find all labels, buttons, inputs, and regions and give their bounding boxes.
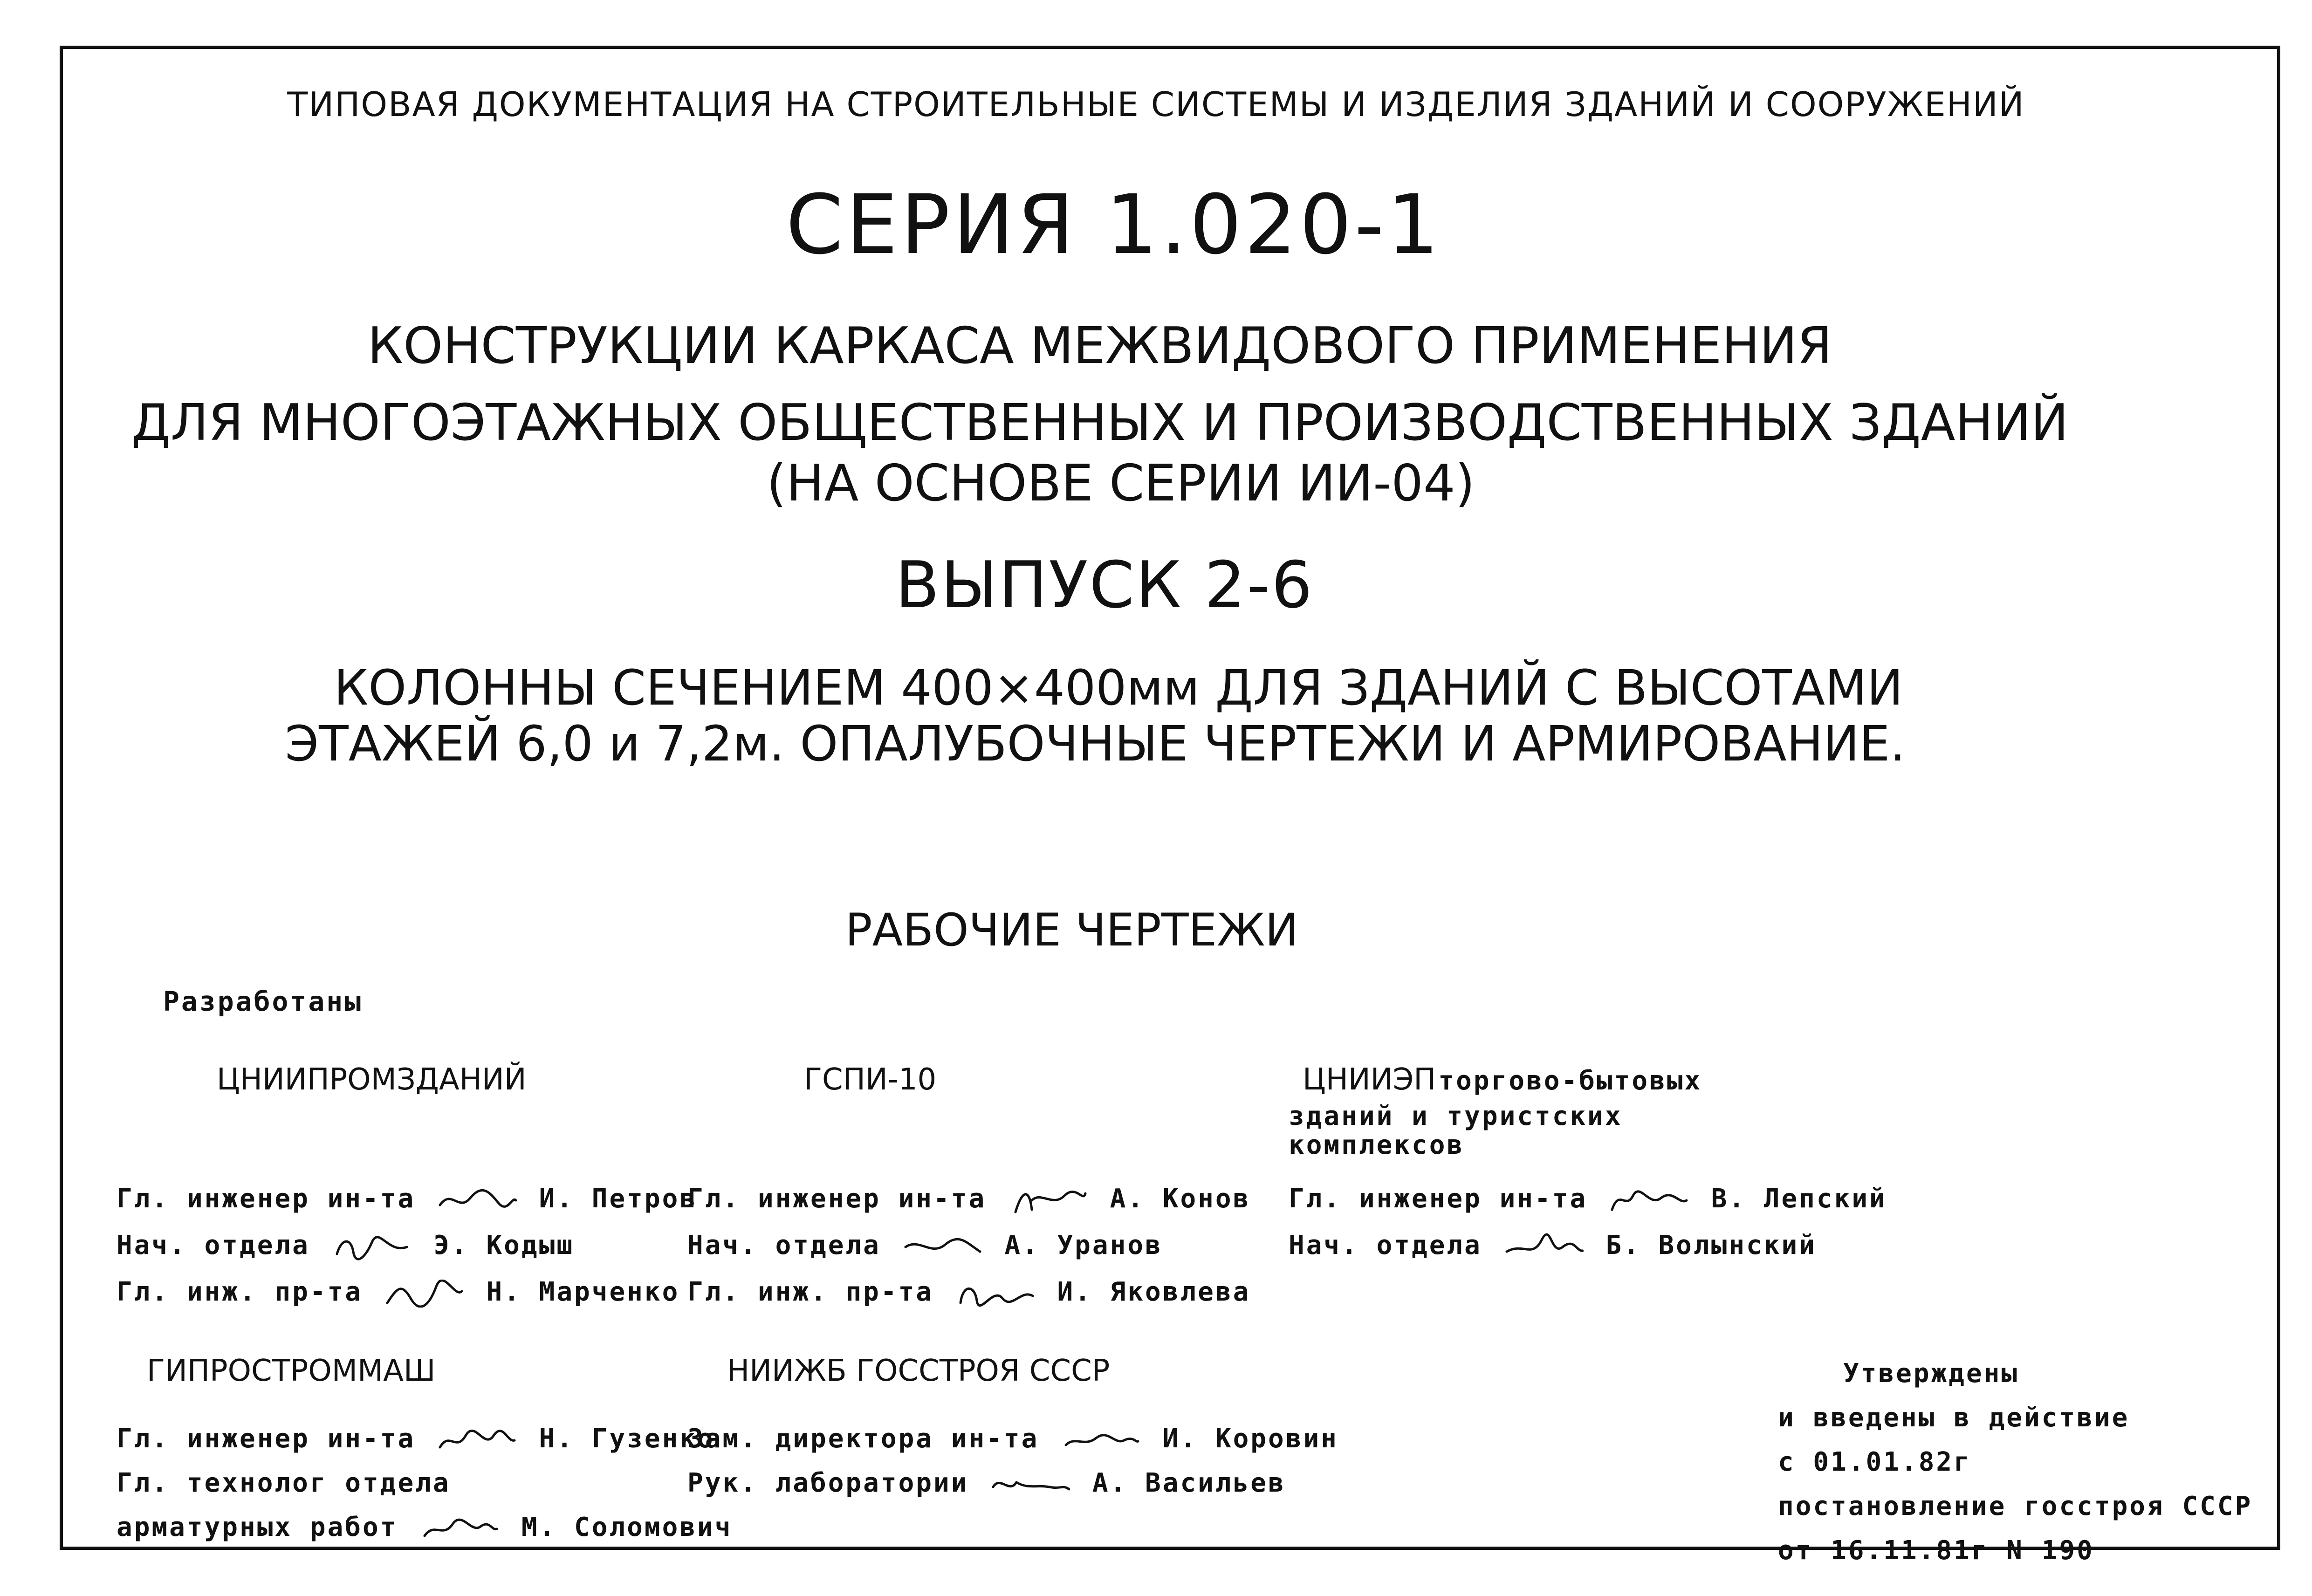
role-label: Нач. отдела <box>117 1230 310 1260</box>
signature-row <box>117 1277 679 1308</box>
person-name: Э. Кодыш <box>433 1230 575 1260</box>
org-name-giprostrommash: ГИПРОСТРОММАШ <box>147 1354 436 1388</box>
approval-line: с 01.01.82г <box>1778 1447 1971 1477</box>
signature-row <box>117 1184 697 1214</box>
signature-mark <box>420 1515 499 1543</box>
signature-row <box>1289 1184 1887 1214</box>
description-line-2: ЭТАЖЕЙ 6,0 и 7,2м. ОПАЛУБОЧНЫЕ ЧЕРТЕЖИ И АРМИРОВАНИЕ. <box>285 715 1906 772</box>
signature-mark <box>903 1233 982 1261</box>
org-name-extra: зданий и туристских <box>1289 1101 1623 1131</box>
signature-row <box>1289 1230 1817 1261</box>
org-header-tsniiep <box>1303 1062 1702 1097</box>
approval-line: от 16.11.81г N 190 <box>1778 1535 2094 1566</box>
org-name-extra: комплексов <box>1289 1130 1465 1160</box>
header-line: ТИПОВАЯ ДОКУМЕНТАЦИЯ НА СТРОИТЕЛЬНЫЕ СИСТЕМЫ И ИЗДЕЛИЯ ЗДАНИЙ И СООРУЖЕНИЙ <box>287 85 2025 124</box>
signature-mark <box>956 1280 1035 1308</box>
person-name: А. Васильев <box>1092 1468 1286 1498</box>
developed-by-label: Разработаны <box>163 986 363 1017</box>
signature-mark <box>1504 1233 1584 1261</box>
person-name: Н. Марченко <box>486 1277 680 1307</box>
org-name-tsniiep: ЦНИИЭП <box>1303 1062 1436 1097</box>
role-label: Нач. отдела <box>1289 1230 1482 1260</box>
person-name: А. Конов <box>1110 1184 1251 1214</box>
role-label: арматурных работ <box>117 1512 398 1542</box>
signature-row <box>117 1230 574 1261</box>
signature-row <box>687 1424 1338 1454</box>
series-title: СЕРИЯ 1.020-1 <box>786 177 1442 273</box>
role-label: Нач. отдела <box>687 1230 881 1260</box>
signature-mark <box>332 1233 412 1261</box>
approval-block <box>1778 1351 2252 1573</box>
subtitle-line-1: КОНСТРУКЦИИ КАРКАСА МЕЖВИДОВОГО ПРИМЕНЕНИЯ <box>367 317 1832 375</box>
person-name: Б. Волынский <box>1605 1230 1817 1260</box>
description-line-1: КОЛОННЫ СЕЧЕНИЕМ 400×400мм ДЛЯ ЗДАНИЙ С ВЫСОТАМИ <box>334 659 1903 716</box>
person-name: И. Яковлева <box>1057 1277 1251 1307</box>
person-name: М. Соломович <box>521 1512 733 1542</box>
subtitle-line-2: ДЛЯ МНОГОЭТАЖНЫХ ОБЩЕСТВЕННЫХ И ПРОИЗВОДСТВЕННЫХ ЗДАНИЙ <box>131 394 2069 452</box>
org-name-extra: торгово-бытовых <box>1438 1066 1702 1096</box>
org-name-tsniipromzdaniy: ЦНИИПРОМЗДАНИЙ <box>217 1062 527 1097</box>
signature-row <box>687 1230 1163 1261</box>
signature-row <box>687 1277 1250 1308</box>
role-label: Гл. технолог отдела <box>117 1468 451 1498</box>
person-name: Н. Гузенко <box>539 1424 715 1454</box>
role-label: Рук. лаборатории <box>687 1468 969 1498</box>
org-name-niizhb: НИИЖБ ГОССТРОЯ СССР <box>727 1354 1110 1388</box>
working-drawings-label: РАБОЧИЕ ЧЕРТЕЖИ <box>845 904 1299 956</box>
signature-mark <box>1061 1426 1140 1454</box>
signature-row <box>687 1184 1250 1214</box>
org-name-extra-block <box>1289 1102 1623 1160</box>
role-label: Гл. инженер ин-та <box>117 1184 416 1214</box>
subtitle-line-3: (НА ОСНОВЕ СЕРИИ ИИ-04) <box>767 454 1475 513</box>
approval-line: Утверждены <box>1843 1358 2019 1389</box>
approval-line: и введены в действие <box>1778 1403 2130 1433</box>
signature-mark <box>438 1426 517 1454</box>
org-name-gspi-10: ГСПИ-10 <box>804 1062 937 1097</box>
signature-row <box>687 1468 1286 1499</box>
role-label: Гл. инженер ин-та <box>687 1184 987 1214</box>
person-name: И. Коровин <box>1162 1424 1338 1454</box>
signature-mark <box>385 1280 464 1308</box>
signature-mark <box>438 1186 517 1214</box>
signature-mark <box>1008 1186 1088 1214</box>
approval-line: постановление госстроя СССР <box>1778 1491 2253 1521</box>
role-label: Гл. инженер ин-та <box>117 1424 416 1454</box>
signature-row <box>117 1468 451 1498</box>
signature-row <box>117 1512 732 1543</box>
signature-mark <box>1610 1186 1689 1214</box>
role-label: Гл. инженер ин-та <box>1289 1184 1588 1214</box>
issue-title: ВЫПУСК 2-6 <box>895 548 1314 623</box>
role-label: Гл. инж. пр-та <box>117 1277 363 1307</box>
person-name: В. Лепский <box>1711 1184 1887 1214</box>
signature-row <box>117 1424 715 1454</box>
role-label: Гл. инж. пр-та <box>687 1277 934 1307</box>
person-name: И. Петров <box>539 1184 698 1214</box>
person-name: А. Уранов <box>1004 1230 1163 1260</box>
role-label: Зам. директора ин-та <box>687 1424 1039 1454</box>
signature-mark <box>991 1471 1070 1499</box>
